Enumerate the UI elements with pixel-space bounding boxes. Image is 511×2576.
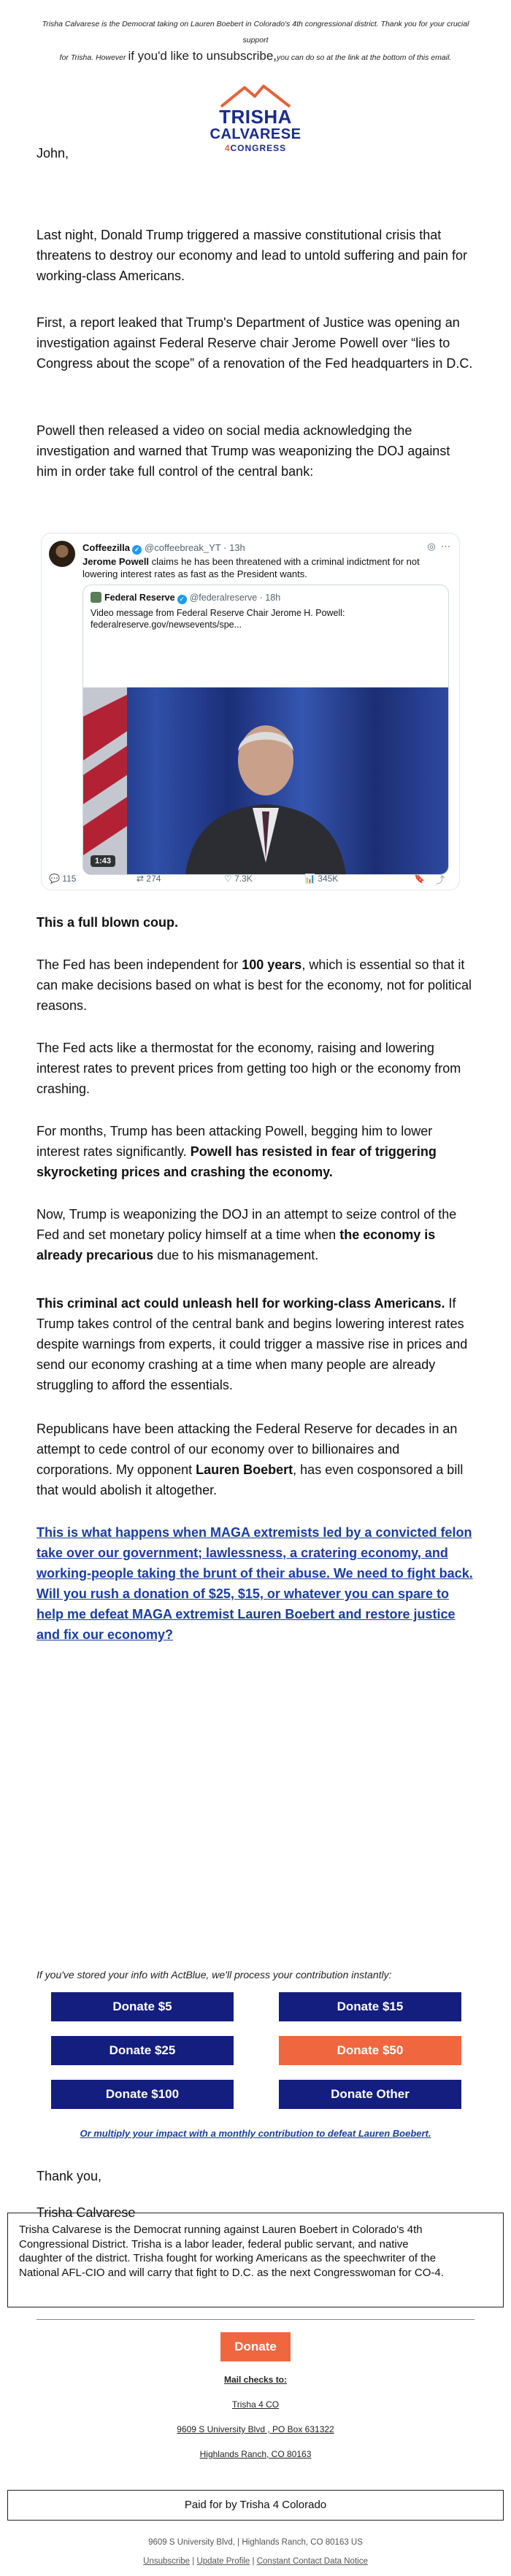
mail-heading: Mail checks to: bbox=[223, 2375, 288, 2385]
preheader-line1: Trisha Calvarese is the Democrat taking on Lauren Boebert in Colorado's 4th congressional district. Thank you for your crucial support bbox=[42, 20, 469, 45]
logo-last-name: CALVARESE bbox=[210, 126, 301, 142]
divider bbox=[36, 2319, 474, 2320]
data-notice-link[interactable]: Constant Contact Data Notice bbox=[256, 2557, 368, 2566]
quote-author-line bbox=[91, 592, 280, 604]
tweet-text bbox=[82, 555, 447, 580]
donate-25-button[interactable]: Donate $25 bbox=[51, 2036, 234, 2065]
p10-bold: Lauren Boebert bbox=[196, 1462, 293, 1477]
logo-word: CONGRESS bbox=[230, 143, 287, 153]
signature: Trisha Calvarese bbox=[36, 2205, 136, 2220]
like-count: 7.3K bbox=[234, 874, 253, 884]
p7-text: For months, Trump has been attacking Powell, begging him to lower interest rates significantly. bbox=[36, 1124, 433, 1159]
logo-first-name: TRISHA bbox=[219, 106, 292, 128]
tweet-handle: @coffeebreak_YT · 13h bbox=[145, 542, 245, 553]
footer-donate-button[interactable]: Donate bbox=[220, 2332, 291, 2361]
bookmark-icon[interactable]: 🔖 bbox=[414, 874, 425, 884]
paragraph-6: The Fed acts like a thermostat for the economy, raising and lowering interest rates to prevent prices from getting too high or the economy from crashing. bbox=[36, 1041, 461, 1096]
retweet-count: 274 bbox=[146, 874, 161, 884]
p5-text-end: , which is essential so that it can make decisions based on what is best for the economy, not for political reasons. bbox=[36, 957, 472, 1013]
quote-text bbox=[91, 607, 434, 630]
paid-for-disclaimer: Paid for by Trisha 4 Colorado bbox=[7, 2490, 504, 2521]
paragraph-9 bbox=[36, 1293, 474, 1395]
thank-you: Thank you, bbox=[36, 2169, 102, 2183]
greeting: John, bbox=[36, 146, 69, 161]
quote-handle: @federalreserve · 18h bbox=[189, 593, 281, 603]
paragraph-5 bbox=[36, 955, 474, 1016]
embedded-tweet[interactable] bbox=[41, 533, 460, 890]
like-button[interactable]: ♡ 7.3K bbox=[224, 874, 253, 884]
reply-count: 115 bbox=[62, 874, 77, 884]
preheader-text-end: you can do so at the link at the bottom of this email. bbox=[277, 53, 452, 62]
tweet-author-line bbox=[82, 542, 245, 555]
paragraph-8 bbox=[36, 1204, 474, 1265]
preheader-line2 bbox=[29, 48, 482, 66]
paragraph-7 bbox=[36, 1121, 474, 1182]
view-count: 345K bbox=[318, 874, 339, 884]
mail-org[interactable]: Trisha 4 CO bbox=[231, 2399, 280, 2410]
quote-author: Federal Reserve bbox=[104, 593, 175, 603]
tweet-author: Coffeezilla bbox=[82, 542, 131, 553]
verified-icon: ✓ bbox=[132, 545, 142, 555]
p8-text: Now, Trump is weaponizing the DOJ in an attempt to seize control of the Fed and set monetary policy himself at a time when bbox=[36, 1207, 457, 1242]
p8-bold: the economy is already precarious bbox=[36, 1227, 436, 1262]
unsubscribe-notice: if you'd like to unsubscribe, bbox=[128, 49, 277, 63]
video-player[interactable] bbox=[83, 687, 448, 874]
update-profile-link[interactable]: Update Profile bbox=[196, 2557, 250, 2566]
logo-number: 4 bbox=[224, 143, 231, 153]
p9-text: If Trump takes control of the central bank and begins lowering interest rates despite warnings from experts, it could trigger a massive rise in prices and send our economy crashing at a time when many people are already struggling to afford the essentials. bbox=[36, 1296, 468, 1392]
verified-icon: ✓ bbox=[177, 595, 187, 604]
retweet-button[interactable]: ⇄ 274 bbox=[137, 874, 161, 884]
p10-text-end: , has even cosponsored a bill that would abolish it altogether. bbox=[36, 1462, 464, 1497]
paragraph-2: First, a report leaked that Trump's Department of Justice was opening an investigation against Federal Reserve chair Jerome Powell over “lies to Congress about the scope” of a renovation of the Fed headquarters in D.C. bbox=[36, 315, 473, 371]
p10-text: Republicans have been attacking the Federal Reserve for decades in an attempt to cede control of our economy over to billionaires and corporations. My opponent bbox=[36, 1422, 458, 1477]
share-icon[interactable]: ⤴ bbox=[436, 875, 445, 885]
actblue-intro: If you've stored your info with ActBlue, we'll process your contribution instantly: bbox=[36, 1969, 392, 1981]
donate-15-button[interactable]: Donate $15 bbox=[279, 1992, 461, 2021]
tweet-text-rest: claims he has been threatened with a criminal indictment for not lowering interest rates as fast as the President wants. bbox=[82, 556, 420, 579]
p7-bold: Powell has resisted in fear of triggering skyrocketing prices and crashing the economy. bbox=[36, 1144, 437, 1179]
paragraph-3: Powell then released a video on social media acknowledging the investigation and warned that Trump was weaponizing the DOJ against him in order take full control of the central bank: bbox=[36, 423, 450, 479]
video-thumbnail bbox=[83, 687, 448, 874]
p9-bold: This criminal act could unleash hell for working-class Americans. bbox=[36, 1296, 445, 1311]
unsubscribe-link[interactable]: Unsubscribe bbox=[143, 2557, 191, 2566]
mail-city[interactable]: Highlands Ranch, CO 80163 bbox=[199, 2449, 312, 2459]
donate-other-button[interactable]: Donate Other bbox=[279, 2080, 461, 2109]
mountain-icon bbox=[215, 83, 296, 108]
footer-links: Unsubscribe | Update Profile | Constant Contact Data Notice bbox=[143, 2557, 368, 2566]
paragraph-10 bbox=[36, 1419, 474, 1500]
footer-address: 9609 S University Blvd, | Highlands Ranch, CO 80163 US bbox=[148, 2538, 363, 2547]
donate-5-button[interactable]: Donate $5 bbox=[51, 1992, 234, 2021]
reply-button[interactable]: 💬 115 bbox=[49, 874, 77, 884]
photo-dot bbox=[36, 2052, 37, 2053]
p5-text: The Fed has been independent for bbox=[36, 957, 242, 972]
preheader bbox=[29, 16, 482, 66]
video-duration: 1:43 bbox=[91, 855, 115, 867]
tweet-menu[interactable] bbox=[427, 541, 450, 552]
p8-text-end: due to his mismanagement. bbox=[153, 1248, 319, 1262]
quote-text-line1: Video message from Federal Reserve Chair Jerome H. Powell: bbox=[91, 608, 345, 618]
tweet-avatar bbox=[49, 541, 75, 567]
p5-bold: 100 years bbox=[242, 957, 302, 972]
more-icon[interactable]: ⋯ bbox=[441, 541, 450, 552]
fed-logo-icon bbox=[91, 592, 101, 603]
paragraph-1: Last night, Donald Trump triggered a massive constitutional crisis that threatens to destroy our economy and lead to untold suffering and pain for working-class Americans. bbox=[36, 228, 468, 283]
donate-100-button[interactable]: Donate $100 bbox=[51, 2080, 234, 2109]
monthly-donation-link[interactable]: Or multiply your impact with a monthly contribution to defeat Lauren Boebert. bbox=[80, 2128, 431, 2139]
quote-link[interactable]: federalreserve.gov/newsevents/spe... bbox=[91, 620, 242, 630]
preheader-text: for Trisha. However bbox=[59, 53, 126, 62]
mail-street[interactable]: 9609 S University Blvd , PO Box 631322 bbox=[177, 2424, 334, 2434]
grok-icon[interactable]: ◎ bbox=[427, 541, 436, 552]
donation-ask-link[interactable]: This is what happens when MAGA extremists led by a convicted felon take over our government; lawlessness, a cratering economy, and working-people taking the brunt of their abuse. We need to fight back. Will you rush a donation of $25, $15, or whatever you can spare to help me defeat MAGA extremist Lauren Boebert and restore justice and fix our economy? bbox=[36, 1525, 473, 1642]
views-stat: 📊 345K bbox=[304, 874, 339, 884]
coup-heading: This a full blown coup. bbox=[36, 915, 178, 930]
donate-50-button[interactable]: Donate $50 bbox=[279, 2036, 461, 2065]
candidate-bio: Trisha Calvarese is the Democrat running against Lauren Boebert in Colorado's 4th Congressional District. Trisha is a labor leader, federal public servant, and native daughter of the district. Trisha fought for working Americans as the speechwriter of the National AFL-CIO and will carry that fight to D.C. as the next Congresswoman for CO-4. bbox=[19, 2224, 444, 2279]
tweet-text-bold: Jerome Powell bbox=[82, 556, 150, 567]
quoted-tweet[interactable] bbox=[82, 585, 449, 875]
